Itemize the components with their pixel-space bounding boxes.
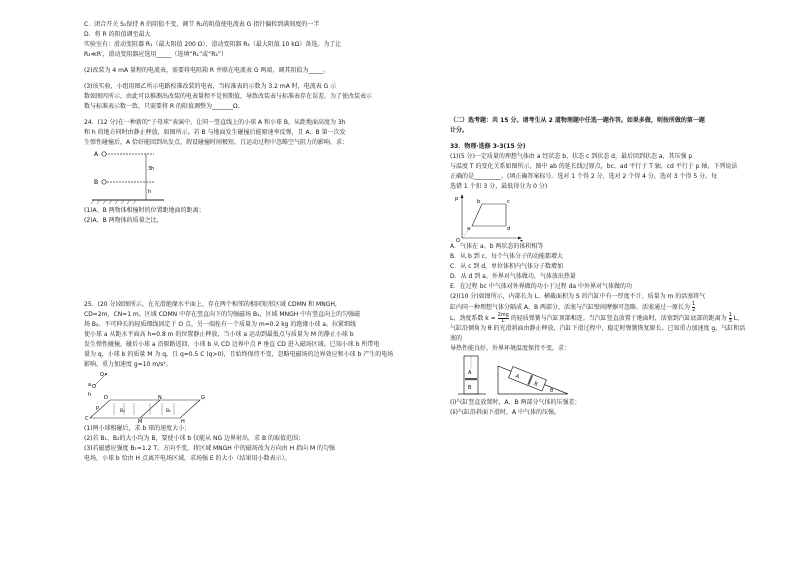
label-h-25: h <box>88 392 92 398</box>
figure-24 <box>84 148 414 206</box>
label-h-point: H <box>181 419 185 424</box>
question-25-line: 场 B₂。不可伸长的轻质细线固定于 O 点，另一端拴有一个质量为 m=0.2 kg 的绝缘小球 a。拉紧细线 <box>84 321 356 328</box>
label-m: M <box>138 419 143 424</box>
question-25-sub-2: (2)若 B₁、B₂的大小均为 B，要使小球 b 仅能从 NG 边界射出，求 B 的取值范围； <box>84 435 304 442</box>
question-33-part-2 <box>450 302 750 313</box>
option-c: C．从 c 到 d，单位体积内气体分子数增加 <box>450 263 564 270</box>
right-column <box>450 20 750 418</box>
question-33-part-2: (2)(10 分)如图所示，内部长为 L、横截面积为 S 的汽缸中有一厚度不计、质量为 m 的活塞将气 <box>450 293 706 300</box>
question-25-sub-1: (1)两小球相碰后，求 b 球的速度大小； <box>84 425 191 432</box>
question-33-part-2: 导热性能良好，外界环境温度保持不变，求： <box>450 345 571 352</box>
part-3-line: 数如图丙所示，由此可以推测出改装的电表量程不是预期值，导致改装表与标准表存在误差。为了使改装表示 <box>84 93 373 100</box>
cylinder-diagram <box>450 354 590 398</box>
question-24-line: 生弹性碰撞后，A 恰好能回到出发点，假设碰撞时间极短，且运动过程中忽略空气阻力的影响，求： <box>84 139 349 146</box>
label-c: C <box>85 416 89 422</box>
left-column <box>84 20 414 464</box>
ball-a-25 <box>92 384 95 387</box>
question-33-title: 33．物理·选修 3-3(15 分) <box>450 143 526 150</box>
question-25-line: CD=2m，CN=1 m。区域 CDMN 中存在竖直向下的匀强磁场 B₁，区域 MNGH 中有竖直向上的匀强磁 <box>84 311 361 318</box>
experiment-note-line: 实验室有：滑动变阻器 R₁（最大阻值 200 Ω）、滑动变阻器 R₂（最大阻值 10 kΩ）备选。为了让 <box>84 41 342 48</box>
label-o: O <box>100 372 104 378</box>
label-a: A <box>94 151 99 158</box>
fraction2-den: 3 <box>728 318 732 324</box>
option-a: A．气体在 a、b 两状态的体积相等 <box>450 243 544 250</box>
question-33-part-1: 与温度 T 的变化关系如图所示，图中 ab 的延长线过原点，bc、ad 平行于 T 轴，cd 平行于 p 轴，下列说法 <box>450 163 738 170</box>
question-33-sub-2: (ii)气缸沿斜面下滑时，A 中气体的压强。 <box>450 409 561 416</box>
fraction-half <box>692 302 695 313</box>
label-a-25: a <box>88 382 92 388</box>
question-33-part-2 <box>450 313 750 324</box>
option-d-line: D．将 R 的阻值调至最大 <box>84 31 151 38</box>
ball-b <box>102 180 106 184</box>
label-b1: B₁ <box>120 409 125 414</box>
fraction2-num: 1 <box>728 312 732 318</box>
q33-2b-text: 缸内同一种理想气体分隔成 A、B 两部分，活塞与汽缸壁间摩擦可忽略，活塞通过一原长为 <box>450 304 691 311</box>
gas-a-label: A <box>468 370 472 376</box>
figure-25 <box>84 370 414 424</box>
figure-24-diagram <box>84 148 204 206</box>
point-c: c <box>507 199 510 205</box>
section-heading: 计分。 <box>450 127 469 134</box>
k-den: L <box>501 318 505 324</box>
axis-p: p <box>455 196 459 202</box>
fraction-third <box>729 313 732 324</box>
figure-33-pt <box>450 192 750 242</box>
question-24-line: 24．(12 分)在一种新的“子母球”表演中，让同一竖直线上的小球 A 和小球 B，从距地面高度为 3h <box>84 119 346 126</box>
question-25-sub-3: 电场，小球 b 恰由 H 点离开电场区域，求场强 E 的大小（结果用小数表示）。 <box>84 455 291 462</box>
option-d: D．从 d 到 a，外界对气体做功，气体放出热量 <box>450 273 576 280</box>
point-a: a <box>467 226 471 232</box>
label-p: P <box>96 406 100 412</box>
experiment-note-line: R₂≪R′，滑动变阻器应选用_____（选填“R₁”或“R₂”） <box>84 51 227 58</box>
q33-2e-text: L。 <box>733 315 744 322</box>
point-d: d <box>507 226 511 232</box>
label-3h: 3h <box>148 166 155 172</box>
ball-a <box>102 152 106 156</box>
section-heading: （二）选考题：共 15 分。请考生从 2 道物理题中任选一题作答。如果多做，则按所做的第一题 <box>450 117 705 124</box>
question-25-sub-3: (3)若磁感应强度 B₁=1.2 T，方向不变，将区域 MNGH 中的磁场改为方向由 H 指向 M 的匀强 <box>84 445 336 452</box>
option-c-line: C．闭合开关 S₁保持 R 的阻值不变，调节 R₂的阻值使电流表 G 指针偏转到满刻度的一半 <box>84 21 320 28</box>
label-g: G <box>201 395 205 401</box>
axis-t <box>519 240 524 242</box>
q33-2c-text: L，劲度系数 k = <box>450 315 498 322</box>
option-e: E．在过程 bc 中气体对外界做的功小于过程 da 中外界对气体做的功 <box>450 283 633 290</box>
question-33-part-1: 正确的是_________。(填正确答案标号。选对 1 个得 2 分，选对 2 个得 4 分，选对 3 个得 5 分。每 <box>450 173 718 180</box>
pt-diagram <box>450 192 530 242</box>
option-b: B．从 b 到 c，每个气体分子的动能都增大 <box>450 253 563 260</box>
label-h: h <box>148 189 152 195</box>
question-25-line: 25．(20 分)如图所示，在光滑绝缘水平面上，存在两个相邻的相同矩形区域 CDMN 和 MNGH， <box>84 301 341 308</box>
label-b2: B₂ <box>166 409 171 414</box>
piston <box>465 378 477 380</box>
question-33-part-1: (1)(5 分)一定质量的理想气体由 a 经状态 b、状态 c 到状态 d，最后回到状态 a，其压强 p <box>450 153 693 160</box>
question-24-sub-2: (2)A、B 两物体的质量之比。 <box>84 217 163 224</box>
part-3-line: 数与标准表示数一致，只需要将 R 的阻值调整为_______Ω。 <box>84 103 244 110</box>
gas-b-label: B <box>468 385 472 391</box>
origin-o: O <box>456 238 460 242</box>
question-25-line: 发生弹性碰撞，碰后小球 a 沿原路返回，小球 b 从 CD 边界中点 P 垂直 CD 进入磁场区域。已知小球 b 所带电 <box>84 341 380 348</box>
part-2-line: (2)改装为 4 mA 量程的电流表，需要将电阻箱 R 并联在电流表 G 两端，调其阻值为_____。 <box>84 67 330 74</box>
gas-a-label-incline: A <box>514 373 520 381</box>
gas-b-label-incline: B <box>533 380 539 388</box>
part-3-line: (3)该实验，小组用图乙所示电路校准改装的电表，当标准表的示数为 3.2 mA 时，电流表 G 示 <box>84 83 337 90</box>
label-b: B <box>94 179 99 186</box>
label-d: D <box>104 395 108 401</box>
k-num: 2mg <box>497 312 509 318</box>
question-25-line: 使小球 a 从距水平面高 h=0.8 m 的位置静止释放，当小球 a 运动到最低点与质量为 M 的静止小球 b <box>84 331 354 338</box>
question-33-part-1: 选错 1 个扣 3 分，最低得分为 0 分) <box>450 183 548 190</box>
angle-theta: θ <box>550 388 554 394</box>
q33-2d-text: 的轻质弹簧与汽缸顶部相连。当汽缸竖直放置于地面时，活塞到汽缸底部的距离为 <box>510 315 727 322</box>
question-24-line: 和 h 的地方同时由静止释放，如图所示。若 B 与地面发生碰撞后能原速率反弹，且 A、B 第一次发 <box>84 129 346 136</box>
figure-25-diagram <box>84 370 224 424</box>
figure-33-cylinder <box>450 354 750 398</box>
label-n: N <box>158 395 162 401</box>
point-b: b <box>477 199 481 205</box>
question-33-part-2: 气缸沿倾角为 θ 的光滑斜面由静止释放，汽缸下滑过程中，稳定时弹簧恢复原长。已知重力加速度 g，气缸和活塞的 <box>450 325 746 342</box>
question-25-line: 影响，重力加速度 g=10 m/s²。 <box>84 361 172 368</box>
fraction-num: 1 <box>691 301 696 307</box>
question-24-sub-1: (1)A、B 两物体相撞时的位置距地面的距离； <box>84 207 205 214</box>
question-25-line: 量为 q，小球 b 的质量 M 为 q，且 q=0.5 C (q>0)，且始终保持不变，忽略电磁场的边界效应和小球 b 产生的电场 <box>84 351 394 358</box>
question-33-sub-1: (i)气缸竖直放置时，A、B 两部分气体的压强差； <box>450 399 581 406</box>
fraction-k <box>498 313 509 324</box>
fraction-den: 2 <box>691 307 696 313</box>
